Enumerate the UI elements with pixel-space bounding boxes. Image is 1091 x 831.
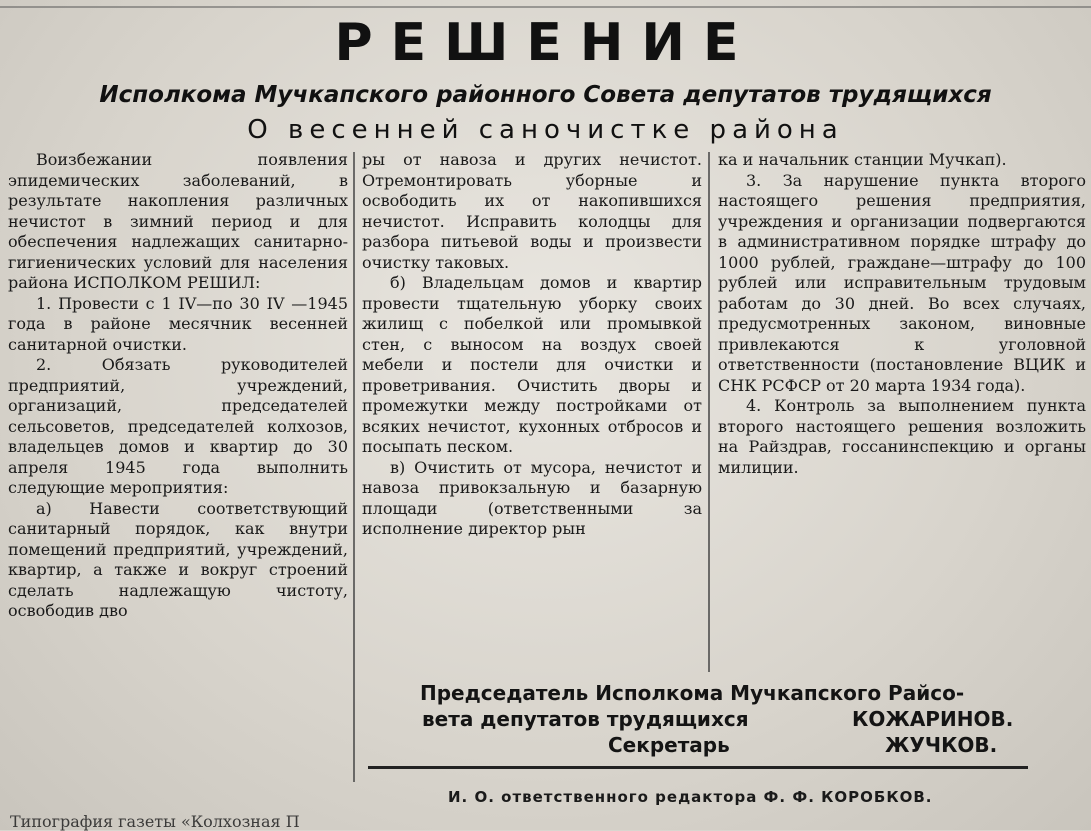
text-column-2 [362, 150, 702, 540]
paragraph: б) Владельцам домов и квартир провести тщательную уборку своих жилищ с побелкой или промывкой стен, с выносом на воздух своей мебели и постели для очистки и проветривания. Очистить дворы и промежутки между постройками от всяких нечистот, кухонных отбросов и посыпать песком. [362, 273, 702, 456]
paragraph: 1. Провести с 1 IV—по 30 IV —1945 года в районе месячник весенней санитарной очистки. [8, 293, 348, 354]
paragraph: 4. Контроль за выполнением пункта второго настоящего решения возложить на Райздрав, госсанинспекцию и органы милиции. [718, 396, 1086, 477]
paragraph: 3. За нарушение пункта второго настоящего решения предприятия, учреждения и организации подвергаются в административном порядке штрафу до 1000 рублей, граждане—штрафу до 100 рублей или исправительным трудовым работам до 30 дней. Во всех случаях, предусмотренных законом, виновные привлекаются к уголовной ответственности (постановление ВЦИК и СНК РСФСР от 20 марта 1934 года). [718, 170, 1086, 395]
bottom-rule [368, 766, 1028, 769]
paragraph: Воизбежании появления эпидемических заболеваний, в результате накопления различных нечистот в зимний период и для обеспечения надлежащих санитарно-гигиенических условий для населения района ИСПОЛКОМ РЕШИЛ: [8, 150, 348, 292]
signature-title-line1: Председатель Исполкома Мучкапского Райсо- [420, 681, 965, 705]
column-divider [708, 152, 710, 672]
paragraph: а) Навести соответствующий санитарный порядок, как внутри помещений предприятий, учреждений, квартир, а также и вокруг строений сделать надлежащую чистоту, освободив дво [8, 498, 348, 620]
paragraph: ры от навоза и других нечистот. Отремонтировать уборные и освободить их от накопившихся нечистот. Исправить колодцы для разбора питьевой воды и произвести очистку таковых. [362, 150, 702, 272]
secretary-label: Секретарь [608, 733, 730, 757]
text-column-1 [8, 150, 348, 622]
text-column-3 [718, 150, 1086, 478]
top-rule [0, 6, 1091, 8]
paragraph: в) Очистить от мусора, нечистот и навоза привокзальную и базарную площади (ответственными за исполнение директор рын [362, 457, 702, 538]
decree-authority: Исполкома Мучкапского районного Совета депутатов трудящихся [99, 82, 992, 108]
paragraph: ка и начальник станции Мучкап). [718, 150, 1007, 169]
decree-topic: О весенней саночистке района [247, 115, 844, 145]
chairman-name: КОЖАРИНОВ. [852, 707, 1014, 731]
signature-title-line2: вета депутатов трудящихся [422, 707, 749, 731]
page-title: РЕШЕНИЕ [334, 13, 757, 73]
paragraph: 2. Обязать руководителей предприятий, учреждений, организаций, председателей сельсоветов, председателей колхозов, владельцев домов и квартир до 30 апреля 1945 года выполнить следующие мероприятия: [8, 355, 348, 497]
column-divider [353, 152, 355, 782]
cut-off-text: Типография газеты «Колхозная П [10, 812, 300, 831]
secretary-name: ЖУЧКОВ. [885, 733, 998, 757]
editor-line: И. О. ответственного редактора Ф. Ф. КОРОБКОВ. [448, 788, 933, 806]
